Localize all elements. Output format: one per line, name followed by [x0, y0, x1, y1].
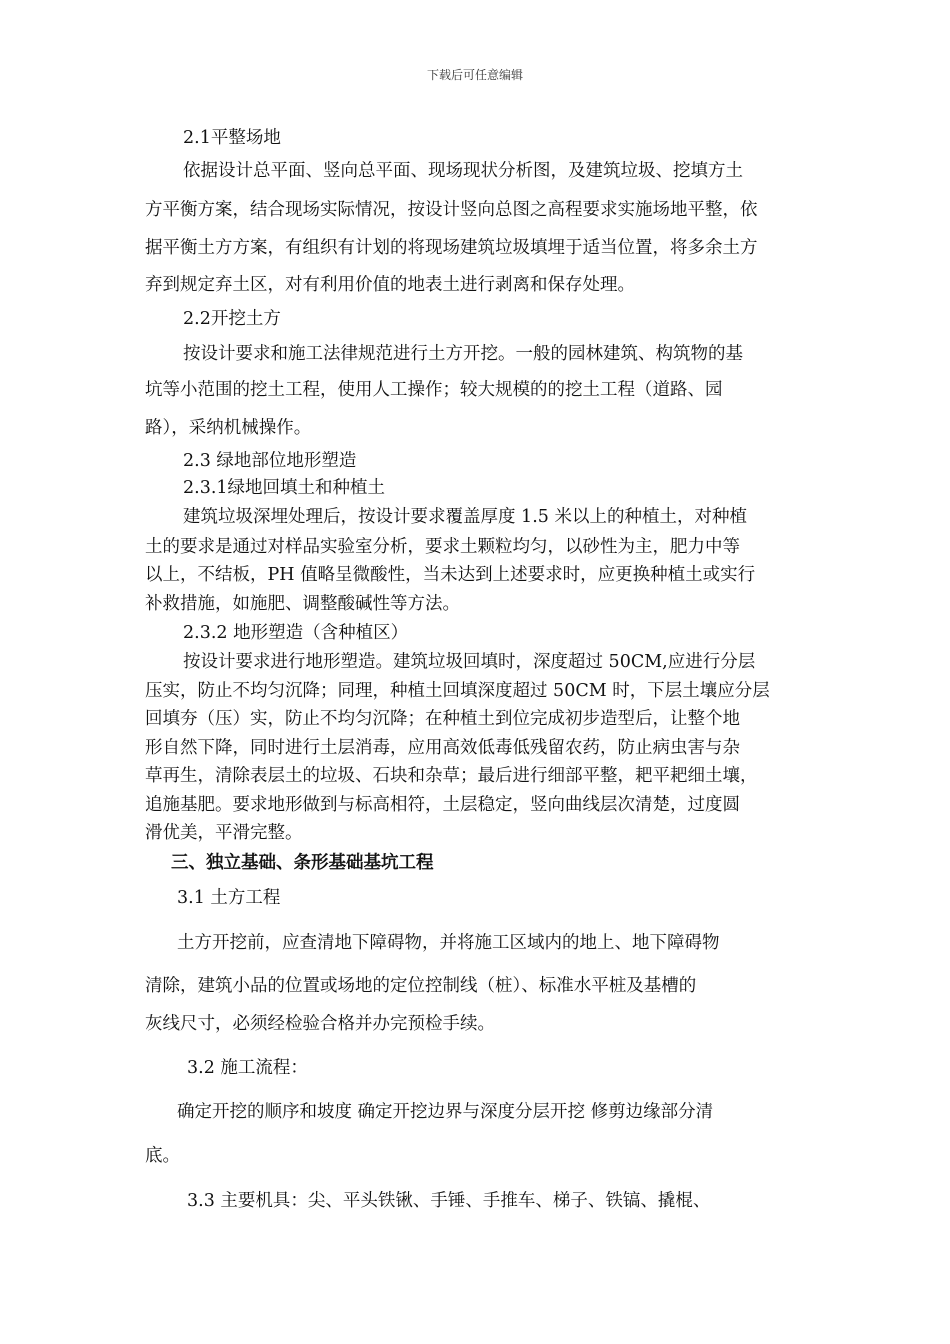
paragraph-line: 清除，建筑小品的位置或场地的定位控制线（桩）、标准水平桩及基槽的 — [145, 976, 697, 996]
paragraph-line: 土的要求是通过对样品实验室分析，要求土颗粒均匀，以砂性为主，肥力中等 — [145, 537, 740, 557]
paragraph-line: 路），采纳机械操作。 — [145, 418, 312, 438]
paragraph-line: 灰线尺寸，必须经检验合格并办完预检手续。 — [145, 1014, 495, 1034]
section-heading: 3.1 土方工程 — [177, 888, 281, 908]
page-header: 下载后可任意编辑 — [426, 68, 523, 82]
paragraph-line: 形自然下降，同时进行土层消毒，应用高效低毒低残留农药，防止病虫害与杂 — [145, 738, 740, 758]
paragraph-line: 以上，不结板，PH 值略呈微酸性，当未达到上述要求时，应更换种植土或实行 — [145, 565, 756, 585]
section-heading: 2.3 绿地部位地形塑造 — [183, 451, 357, 471]
section-heading: 3.2 施工流程： — [187, 1058, 308, 1078]
paragraph-line: 方平衡方案，结合现场实际情况，按设计竖向总图之高程要求实施场地平整，依 — [145, 200, 758, 220]
paragraph-line: 追施基肥。要求地形做到与标高相符，土层稳定，竖向曲线层次清楚，过度圆 — [145, 795, 740, 815]
paragraph-line: 坑等小范围的挖土工程，使用人工操作；较大规模的的挖土工程（道路、园 — [145, 380, 723, 400]
paragraph-line: 补救措施，如施肥、调整酸碱性等方法。 — [145, 594, 460, 614]
paragraph-line: 弃到规定弃土区，对有利用价值的地表土进行剥离和保存处理。 — [145, 275, 635, 295]
paragraph-line: 建筑垃圾深埋处理后，按设计要求覆盖厚度 1.5 米以上的种植土，对种植 — [183, 507, 747, 527]
paragraph-line: 草再生，清除表层土的垃圾、石块和杂草；最后进行细部平整，耙平耙细土壤， — [145, 766, 758, 786]
paragraph-line: 按设计要求进行地形塑造。建筑垃圾回填时，深度超过 50CM,应进行分层 — [183, 652, 756, 672]
section-heading: 2.3.1绿地回填土和种植土 — [183, 478, 386, 498]
section-heading: 2.1平整场地 — [183, 128, 281, 148]
section-heading: 2.3.2 地形塑造（含种植区） — [183, 623, 409, 643]
paragraph-line: 滑优美，平滑完整。 — [145, 823, 303, 843]
chapter-heading: 三、独立基础、条形基础基坑工程 — [171, 853, 434, 873]
paragraph-line: 底。 — [145, 1146, 180, 1166]
paragraph-line: 回填夯（压）实，防止不均匀沉降；在种植土到位完成初步造型后，让整个地 — [145, 709, 740, 729]
paragraph-line: 压实，防止不均匀沉降；同理，种植土回填深度超过 50CM 时，下层土壤应分层 — [145, 681, 770, 701]
section-heading: 2.2开挖土方 — [183, 309, 281, 329]
section-heading: 3.3 主要机具：尖、平头铁锹、手锤、手推车、梯子、铁镐、撬棍、 — [187, 1191, 711, 1211]
paragraph-line: 据平衡土方方案，有组织有计划的将现场建筑垃圾填埋于适当位置，将多余土方 — [145, 238, 758, 258]
paragraph-line: 土方开挖前，应查清地下障碍物，并将施工区域内的地上、地下障碍物 — [177, 933, 720, 953]
paragraph-line: 确定开挖的顺序和坡度 确定开挖边界与深度分层开挖 修剪边缘部分清 — [177, 1102, 714, 1122]
paragraph-line: 按设计要求和施工法律规范进行土方开挖。一般的园林建筑、构筑物的基 — [183, 344, 743, 364]
paragraph-line: 依据设计总平面、竖向总平面、现场现状分析图，及建筑垃圾、挖填方土 — [183, 161, 743, 181]
